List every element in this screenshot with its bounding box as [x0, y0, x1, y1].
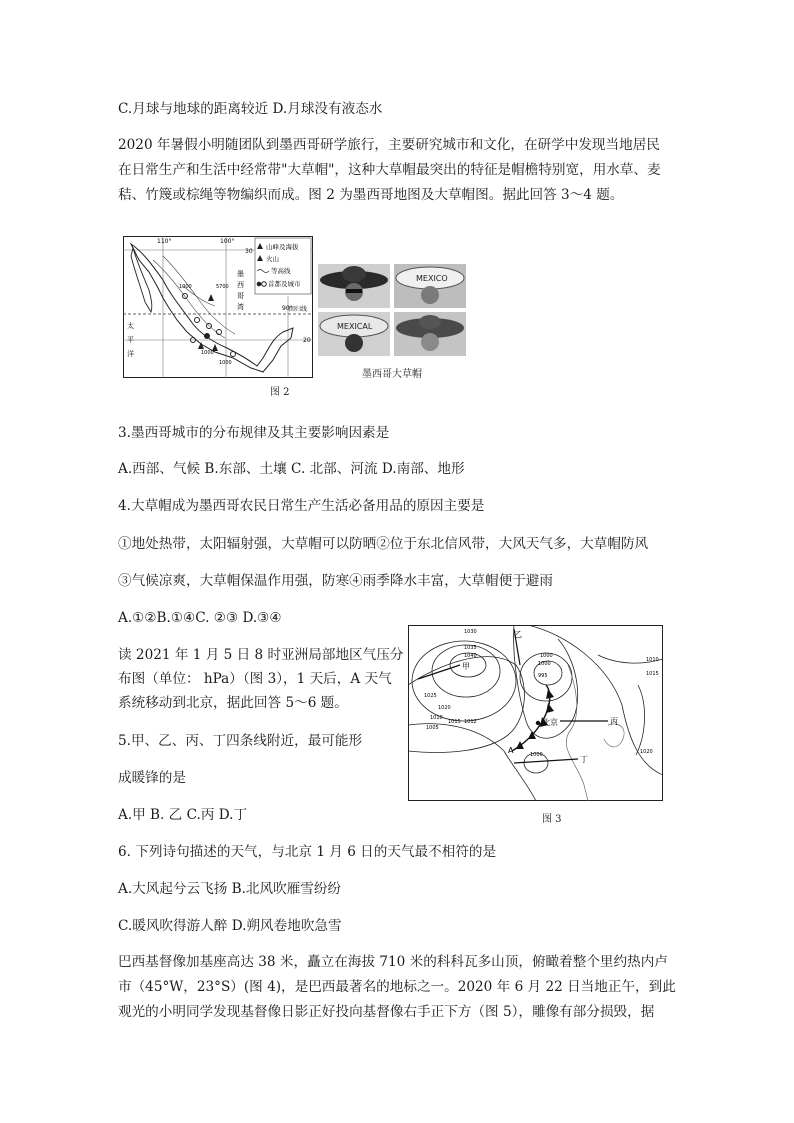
figure-2-map: [123, 236, 313, 378]
question-5-options: A.甲 B. 乙 C.丙 D.丁: [118, 807, 248, 823]
gulf-label: 湾: [237, 303, 244, 311]
brazil-paragraph-line-3: 观光的小明同学发现基督像日影正好投向基督像右手正下方（图 5），雕像有部分损毁，据: [118, 1004, 655, 1020]
isobar-value: 1020: [438, 705, 451, 711]
question-4: 4.大草帽成为墨西哥农民日常生产生活必备用品的原因主要是: [118, 498, 485, 514]
hat-photo-3: [318, 312, 390, 356]
question-3-options: A.西部、气候 B.东部、土壤 C. 北部、河流 D.南部、地形: [118, 461, 465, 477]
contour-value: 1000: [179, 284, 192, 290]
hat-photos-caption: 墨西哥大草帽: [362, 369, 422, 380]
question-3: 3.墨西哥城市的分布规律及其主要影响因素是: [118, 425, 390, 441]
figure-3-pressure-map: [408, 625, 663, 801]
brazil-paragraph-line-1: 巴西基督像加基座高达 38 米，矗立在海拔 710 米的科科瓦多山顶，俯瞰着整个里约热内卢: [118, 954, 668, 970]
isobar-value: 1012: [464, 719, 477, 725]
intro-paragraph-line-1: 2020 年暑假小明随团队到墨西哥研学旅行，主要研究城市和文化，在研学中发现当地居民: [118, 137, 660, 153]
lon-label: 100°: [220, 238, 235, 245]
peak-value: 5700: [216, 284, 229, 290]
legend-volcano-label: 火山: [266, 255, 279, 263]
hat-photo-4: [394, 312, 466, 356]
lon-label: 90°: [282, 305, 293, 312]
hat-photo-2: [394, 264, 466, 308]
isobar-value: 1015: [448, 719, 461, 725]
figure-3-caption: 图 3: [542, 814, 562, 825]
isobar-value: 1010: [646, 657, 659, 663]
question-5-line-2: 成暖锋的是: [118, 770, 186, 786]
isobar-value: 1040: [464, 653, 477, 659]
tropic-label: 回归线: [289, 306, 308, 313]
gulf-label: 墨: [237, 270, 244, 278]
question-5-line-1: 5.甲、乙、丙、丁四条线附近，最可能形: [118, 733, 363, 749]
hat-photo-1: [318, 264, 390, 308]
ocean-label: 太: [127, 322, 134, 330]
question-6-options-cd: C.暖风吹得游人醉 D.朔风卷地吹急雪: [118, 918, 342, 934]
label-yi: 乙: [514, 630, 522, 639]
gulf-label: 西: [237, 281, 244, 289]
figure-2-caption: 图 2: [270, 387, 290, 398]
isobar-value: 1005: [426, 725, 439, 731]
isobar-value: 1000: [530, 752, 543, 758]
isobar-value: 1020: [640, 749, 653, 755]
legend-capital-icon: [257, 282, 262, 287]
ocean-label: 平: [127, 336, 134, 344]
question-4-statements-1: ①地处热带，太阳辐射强，大草帽可以防晒②位于东北信风带，大风天气多，大草帽防风: [118, 536, 649, 552]
isobar-value: 1035: [464, 645, 477, 651]
isobar-value: 1000: [538, 661, 551, 667]
system-a-label: A: [508, 746, 514, 755]
question-6: 6. 下列诗句描述的天气，与北京 1 月 6 日的天气最不相符的是: [118, 844, 497, 860]
isobar-value: 1010: [430, 715, 443, 721]
isobar-value: 1015: [646, 671, 659, 677]
contour-value: 1000: [219, 360, 232, 366]
beijing-marker: [536, 721, 540, 725]
fig3-intro-line-2: 布图（单位： hPa）（图 3），1 天后，A 天气: [118, 671, 392, 687]
beijing-label: 北京: [542, 718, 558, 727]
ocean-label: 洋: [127, 350, 134, 358]
isobar-value: 995: [538, 673, 548, 679]
question-6-options-ab: A.大风起兮云飞扬 B.北风吹雁雪纷纷: [118, 881, 342, 897]
intro-paragraph-line-2: 在日常生产和生活中经常带"大草帽"，这种大草帽最突出的特征是帽檐特别宽，用水草、麦: [118, 162, 661, 178]
label-bing: 丙: [610, 717, 618, 726]
fig3-intro-line-3: 系统移动到北京，据此回答 5～6 题。: [118, 695, 348, 711]
isobar-value: 1025: [424, 693, 437, 699]
legend-city-label: 首都及城市: [268, 280, 301, 288]
intro-paragraph-line-3: 秸、竹篾或棕绳等物编织而成。图 2 为墨西哥地图及大草帽图。据此回答 3～4 题。: [118, 187, 624, 203]
legend-peak-label: 山峰及海拔: [266, 243, 299, 251]
brazil-paragraph-line-2: 市（45°W，23°S）(图 4)，是巴西最著名的地标之一。2020 年 6 月 22 日当地正午，到此: [118, 979, 676, 995]
lat-label: 20: [303, 337, 311, 344]
capital-marker: [204, 333, 210, 339]
isobar-value: 1000: [540, 653, 553, 659]
hat-text: MEXICAL: [337, 322, 373, 331]
option-line-cd: C.月球与地球的距离较近 D.月球没有液态水: [118, 101, 383, 117]
fig3-intro-line-1: 读 2021 年 1 月 5 日 8 时亚洲局部地区气压分: [118, 647, 404, 663]
legend-contour-label: 等高线: [271, 267, 291, 275]
question-4-options: A.①②B.①④C. ②③ D.③④: [118, 610, 282, 626]
isobar-value: 1030: [464, 629, 477, 635]
label-ding: 丁: [580, 755, 588, 764]
gulf-label: 哥: [237, 292, 244, 300]
lat-label: 30: [245, 248, 253, 255]
question-4-statements-2: ③气候凉爽，大草帽保温作用强，防寒④雨季降水丰富，大草帽便于避雨: [118, 573, 553, 589]
label-jia: 甲: [462, 662, 470, 671]
lon-label: 110°: [157, 238, 172, 245]
contour-value: 1000: [201, 350, 214, 356]
hat-text: MEXICO: [416, 274, 448, 283]
